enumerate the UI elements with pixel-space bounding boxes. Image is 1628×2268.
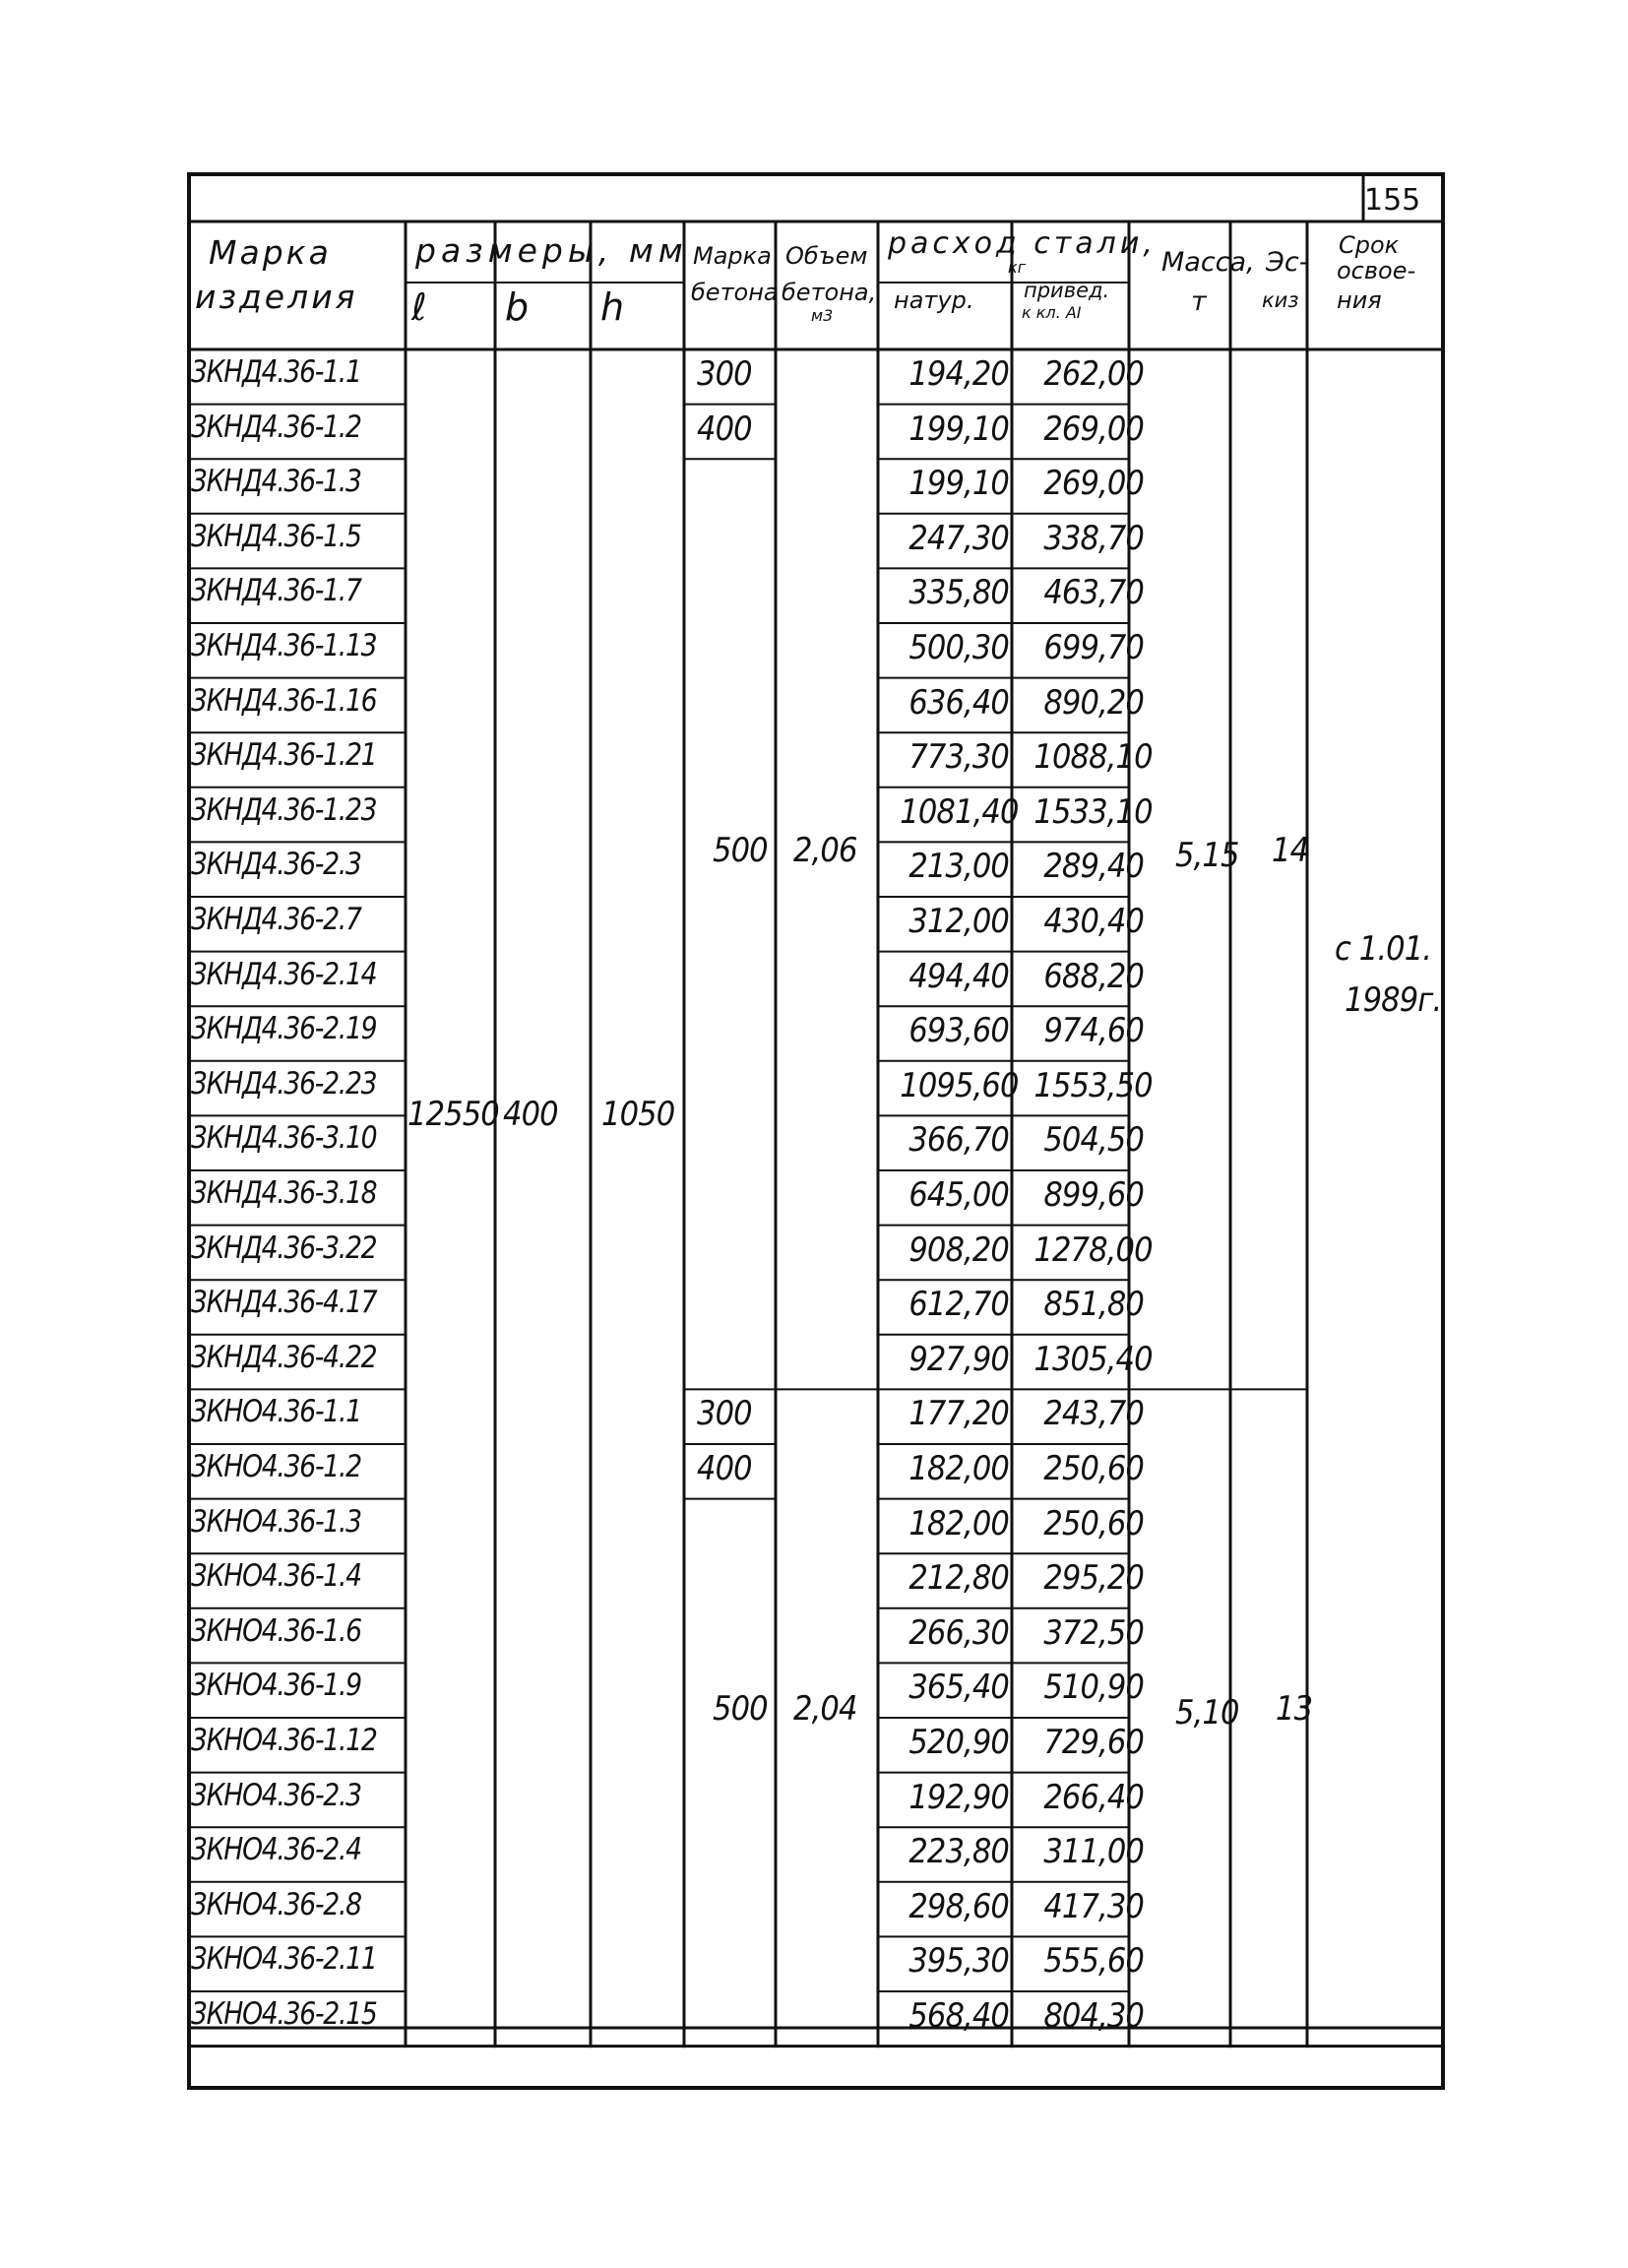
- row-steel-natural: 645,00: [908, 1175, 1009, 1215]
- row-mark: 3КНО4.36-2.4: [191, 1832, 361, 1868]
- row-steel-natural: 194,20: [908, 354, 1009, 394]
- row-steel-natural: 693,60: [908, 1011, 1009, 1051]
- header-sketch-line1: Эс-: [1266, 247, 1309, 278]
- header-dim-h: h: [600, 285, 628, 329]
- row-steel-reduced: 1533,10: [1033, 791, 1153, 832]
- row-steel-reduced: 1278,00: [1033, 1229, 1153, 1270]
- row-mark: 3КНД4.36-1.23: [191, 791, 377, 828]
- row-mark: 3КНД4.36-2.19: [191, 1011, 377, 1047]
- header-term-line1: Срок: [1339, 231, 1400, 259]
- header-concrete-grade-line2: бетона: [691, 279, 779, 306]
- row-mark: 3КНД4.36-4.17: [191, 1285, 377, 1321]
- row-mark: 3КНД4.36-1.1: [191, 354, 361, 390]
- row-mark: 3КНД4.36-3.22: [191, 1229, 377, 1266]
- row-mark: 3КНД4.36-3.18: [191, 1175, 377, 1211]
- group2-mass: 5,10: [1175, 1693, 1239, 1732]
- row-steel-natural: 212,80: [908, 1558, 1009, 1599]
- row-mark: 3КНД4.36-1.7: [191, 573, 361, 609]
- row-mark: 3КНО4.36-2.8: [191, 1886, 361, 1922]
- row-steel-natural: 177,20: [908, 1394, 1009, 1434]
- row-mark: 3КНО4.36-1.6: [191, 1612, 361, 1649]
- header-term-line3: ния: [1337, 286, 1382, 314]
- row-steel-reduced: 463,70: [1043, 573, 1144, 613]
- merged-width: 400: [503, 1095, 558, 1134]
- row-steel-natural: 927,90: [908, 1339, 1009, 1379]
- header-mark-line1: Марка: [209, 233, 332, 272]
- header-steel-reduced-line1: привед.: [1024, 279, 1110, 302]
- header-volume-line1: Объем: [785, 242, 868, 270]
- row-mark: 3КНО4.36-1.1: [191, 1394, 361, 1430]
- row-steel-natural: 612,70: [908, 1285, 1009, 1325]
- row-mark: 3КНО4.36-1.2: [191, 1449, 361, 1484]
- row-steel-reduced: 417,30: [1043, 1886, 1144, 1926]
- row-steel-natural: 395,30: [908, 1941, 1009, 1982]
- row-steel-natural: 266,30: [908, 1612, 1009, 1653]
- row-steel-natural: 500,30: [908, 628, 1009, 667]
- row-steel-reduced: 1305,40: [1033, 1339, 1153, 1379]
- row-mark: 3КНД4.36-3.10: [191, 1120, 377, 1157]
- row-steel-reduced: 269,00: [1043, 464, 1144, 504]
- row-steel-reduced: 504,50: [1043, 1120, 1144, 1161]
- row-mark: 3КНД4.36-2.14: [191, 956, 377, 992]
- row-steel-reduced: 262,00: [1043, 354, 1144, 394]
- row-mark: 3КНД4.36-1.21: [191, 737, 377, 774]
- row-mark: 3КНД4.36-1.3: [191, 464, 361, 500]
- row-steel-reduced: 510,90: [1043, 1668, 1144, 1708]
- row-mark: 3КНО4.36-1.12: [191, 1723, 377, 1758]
- row-mark: 3КНД4.36-2.7: [191, 902, 361, 937]
- row-steel-reduced: 311,00: [1043, 1832, 1144, 1872]
- row-steel-natural: 182,00: [908, 1503, 1009, 1544]
- sheet-frame: [189, 174, 1443, 2088]
- group1-grade: 500: [713, 831, 768, 870]
- header-steel-reduced-line2: к кл. AI: [1022, 303, 1082, 322]
- row-mark: 3КНД4.36-2.23: [191, 1065, 377, 1102]
- row-concrete-grade: 300: [697, 1394, 752, 1434]
- row-steel-natural: 494,40: [908, 956, 1009, 996]
- row-steel-natural: 1081,40: [900, 791, 1019, 832]
- row-steel-natural: 335,80: [908, 573, 1009, 613]
- group1-sketch: 14: [1272, 831, 1309, 870]
- row-mark: 3КНД4.36-1.5: [191, 518, 361, 554]
- row-steel-reduced: 430,40: [1043, 902, 1144, 941]
- row-steel-reduced: 269,00: [1043, 409, 1144, 449]
- group2-grade: 500: [713, 1689, 768, 1729]
- header-volume-unit: м3: [811, 306, 834, 325]
- header-steel-unit: кг: [1008, 258, 1027, 277]
- row-concrete-grade: 300: [697, 354, 752, 394]
- header-mass-line1: Масса,: [1161, 247, 1255, 278]
- header-steel: расход стали,: [888, 226, 1157, 261]
- row-steel-reduced: 266,40: [1043, 1777, 1144, 1817]
- group2-sketch: 13: [1276, 1689, 1313, 1729]
- row-steel-reduced: 851,80: [1043, 1285, 1144, 1325]
- row-concrete-grade: 400: [697, 1449, 752, 1488]
- row-steel-natural: 365,40: [908, 1668, 1009, 1708]
- row-steel-reduced: 688,20: [1043, 956, 1144, 996]
- row-mark: 3КНО4.36-2.15: [191, 1996, 377, 2032]
- row-steel-natural: 199,10: [908, 409, 1009, 449]
- row-steel-reduced: 555,60: [1043, 1941, 1144, 1982]
- term-line1: с 1.01.: [1335, 929, 1432, 969]
- row-mark: 3КНД4.36-1.2: [191, 409, 361, 445]
- term-line2: 1989г.: [1345, 980, 1442, 1020]
- row-steel-natural: 298,60: [908, 1886, 1009, 1926]
- row-steel-reduced: 974,60: [1043, 1011, 1144, 1051]
- row-steel-reduced: 804,30: [1043, 1996, 1144, 2036]
- header-dimensions: размеры, мм: [415, 231, 688, 270]
- header-steel-natural: натур.: [894, 286, 974, 314]
- row-steel-natural: 213,00: [908, 847, 1009, 887]
- merged-height: 1050: [601, 1095, 675, 1134]
- header-sketch-line2: киз: [1262, 288, 1299, 312]
- header-volume-line2: бетона,: [782, 279, 877, 306]
- row-steel-natural: 520,90: [908, 1723, 1009, 1762]
- row-mark: 3КНД4.36-1.16: [191, 682, 377, 719]
- row-mark: 3КНД4.36-4.22: [191, 1339, 377, 1375]
- row-mark: 3КНО4.36-1.9: [191, 1668, 361, 1704]
- row-steel-reduced: 890,20: [1043, 682, 1144, 723]
- group2-volume: 2,04: [793, 1689, 857, 1729]
- header-concrete-grade-line1: Марка: [693, 242, 772, 270]
- header-mark-line2: изделия: [195, 278, 358, 316]
- row-steel-natural: 182,00: [908, 1449, 1009, 1488]
- row-mark: 3КНО4.36-1.3: [191, 1503, 361, 1540]
- row-steel-reduced: 338,70: [1043, 518, 1144, 558]
- row-steel-natural: 636,40: [908, 682, 1009, 723]
- row-steel-natural: 223,80: [908, 1832, 1009, 1872]
- row-steel-reduced: 699,70: [1043, 628, 1144, 667]
- row-steel-natural: 192,90: [908, 1777, 1009, 1817]
- row-mark: 3КНО4.36-1.4: [191, 1558, 361, 1595]
- header-mass-line2: т: [1191, 286, 1207, 317]
- row-steel-reduced: 372,50: [1043, 1612, 1144, 1653]
- merged-length: 12550: [407, 1095, 499, 1134]
- header-dim-l: ℓ: [411, 285, 430, 329]
- row-mark: 3КНО4.36-2.11: [191, 1941, 377, 1978]
- row-steel-reduced: 250,60: [1043, 1449, 1144, 1488]
- row-mark: 3КНД4.36-1.13: [191, 628, 377, 663]
- row-steel-reduced: 243,70: [1043, 1394, 1144, 1434]
- group1-mass: 5,15: [1175, 836, 1239, 875]
- row-steel-reduced: 289,40: [1043, 847, 1144, 887]
- row-steel-natural: 312,00: [908, 902, 1009, 941]
- row-steel-natural: 773,30: [908, 737, 1009, 778]
- row-mark: 3КНО4.36-2.3: [191, 1777, 361, 1813]
- row-mark: 3КНД4.36-2.3: [191, 847, 361, 883]
- header-dim-b: b: [505, 285, 532, 329]
- row-steel-natural: 366,70: [908, 1120, 1009, 1161]
- row-steel-reduced: 295,20: [1043, 1558, 1144, 1599]
- row-steel-reduced: 1088,10: [1033, 737, 1153, 778]
- row-steel-natural: 1095,60: [900, 1065, 1019, 1105]
- row-steel-reduced: 899,60: [1043, 1175, 1144, 1215]
- row-steel-natural: 908,20: [908, 1229, 1009, 1270]
- drawing-sheet: [187, 172, 1445, 2092]
- row-steel-reduced: 1553,50: [1033, 1065, 1153, 1105]
- row-concrete-grade: 400: [697, 409, 752, 449]
- row-steel-natural: 199,10: [908, 464, 1009, 504]
- header-term-line2: освое-: [1337, 257, 1416, 284]
- row-steel-reduced: 729,60: [1043, 1723, 1144, 1762]
- row-steel-reduced: 250,60: [1043, 1503, 1144, 1544]
- row-steel-natural: 247,30: [908, 518, 1009, 558]
- group1-volume: 2,06: [793, 831, 857, 870]
- page-number: 155: [1364, 183, 1421, 218]
- row-steel-natural: 568,40: [908, 1996, 1009, 2036]
